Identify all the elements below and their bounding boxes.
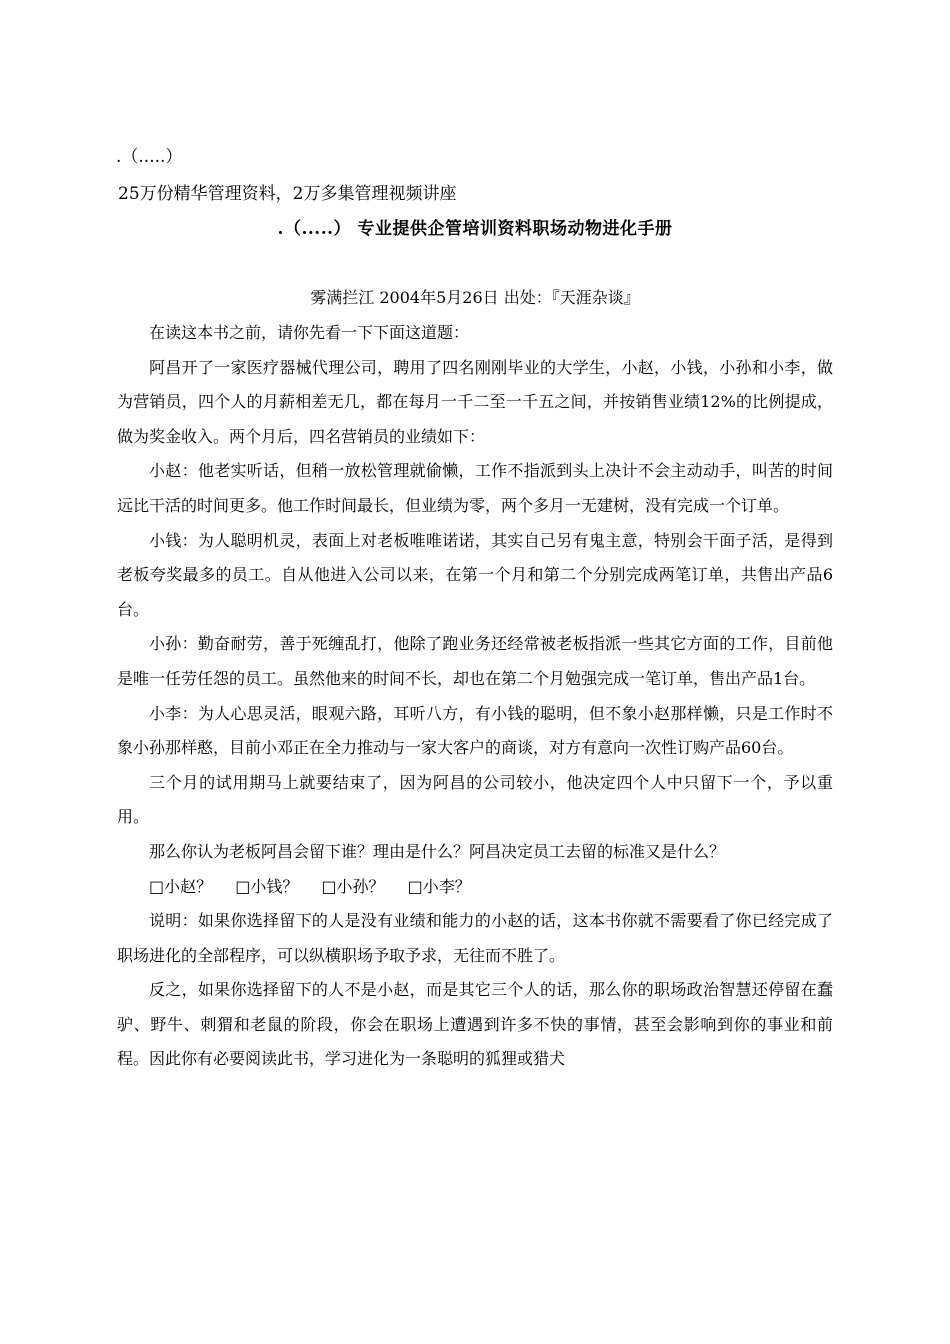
paragraph: 阿昌开了一家医疗器械代理公司，聘用了四名刚刚毕业的大学生，小赵，小钱，小孙和小李，做为营销员，四个人的月薪相差无几，都在每月一千二至一千五之间，并按销售业绩12%的比例提成，做为奖金收入。两个月后，四名营销员的业绩如下： [117, 357, 833, 446]
document-body [117, 316, 833, 1077]
paragraph: 说明：如果你选择留下的人是没有业绩和能力的小赵的话，这本书你就不需要看了你已经完成了职场进化的全部程序，可以纵横职场予取予求，无往而不胜了。 [117, 911, 833, 965]
option-xiaoqian: □小钱？ [235, 876, 299, 896]
header-line-2: 25万份精华管理资料，2万多集管理视频讲座 [118, 184, 457, 204]
paragraph: 小孙：勤奋耐劳，善于死缠乱打，他除了跑业务还经常被老板指派一些其它方面的工作，目前他是唯一任劳任怨的员工。虽然他来的时间不长，却也在第二个月勉强完成一笔订单，售出产品1台。 [117, 634, 833, 688]
paragraph: 三个月的试用期马上就要结束了，因为阿昌的公司较小，他决定四个人中只留下一个，予以重用。 [117, 772, 833, 827]
answer-options [117, 870, 833, 905]
byline: 雾满拦江 2004年5月26日 出处：『天涯杂谈』 [310, 288, 640, 307]
paragraph: 小钱：为人聪明机灵，表面上对老板唯唯诺诺，其实自己另有鬼主意，特别会干面子活，是得到老板夸奖最多的员工。自从他进入公司以来，在第一个月和第二个分别完成两笔订单，共售出产品6台。 [117, 530, 833, 619]
paragraph: 反之，如果你选择留下的人不是小赵，而是其它三个人的话，那么你的职场政治智慧还停留在蠢驴、野牛、刺猬和老鼠的阶段，你会在职场上遭遇到许多不快的事情，甚至会影响到你的事业和前程。因此你有必要阅读此书，学习进化为一条聪明的狐狸或猎犬 [117, 980, 833, 1069]
option-xiaosun: □小孙？ [321, 876, 385, 896]
paragraph: 小赵：他老实听话，但稍一放松管理就偷懒，工作不指派到头上决计不会主动动手，叫苦的时间远比干活的时间更多。他工作时间最长，但业绩为零，两个多月一无建树，没有完成一个订单。 [117, 461, 833, 515]
paragraph: 小李：为人心思灵活，眼观六路，耳听八方，有小钱的聪明，但不象小赵那样懒，只是工作时不象小孙那样憨，目前小邓正在全力推动与一家大客户的商谈，对方有意向一次性订购产品60台。 [117, 703, 833, 758]
paragraph: 那么你认为老板阿昌会留下谁？理由是什么？阿昌决定员工去留的标准又是什么？ [149, 841, 726, 861]
paragraph: 在读这本书之前，请你先看一下下面这道题： [149, 323, 470, 342]
option-xiaoli: □小李？ [407, 876, 471, 896]
option-xiaozhao: □小赵？ [149, 876, 213, 896]
header-line-1: .（.....） [116, 147, 183, 167]
document-title: .（.....） 专业提供企管培训资料职场动物进化手册 [277, 219, 673, 239]
